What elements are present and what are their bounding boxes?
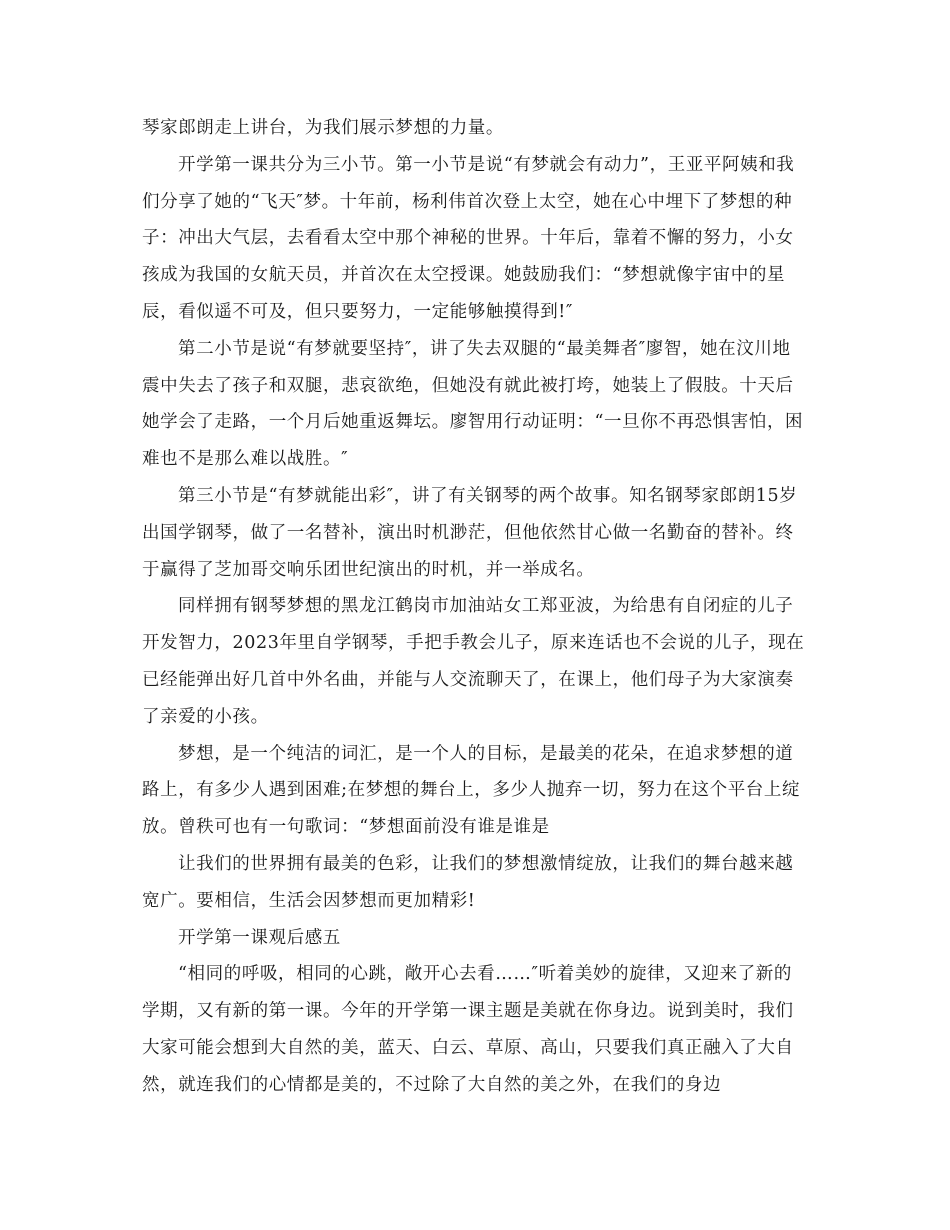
paragraph-dream-conclusion: 让我们的世界拥有最美的色彩，让我们的梦想激情绽放，让我们的舞台越来越宽广。要相信，生活会因梦想而更加精彩! — [142, 853, 794, 911]
document-body — [142, 110, 808, 1104]
paragraph-section-three: 第三小节是“有梦就能出彩″，讲了有关钢琴的两个故事。知名钢琴家郎朗15岁出国学钢琴，做了一名替补，演出时机渺茫，但他依然甘心做一名勤奋的替补。终于赢得了芝加哥交响乐团世纪演出的时机，并一举成名。 — [142, 485, 798, 580]
section-heading: 开学第一课观后感五 — [178, 927, 341, 948]
paragraph-piano-mother: 同样拥有钢琴梦想的黑龙江鹤岗市加油站女工郑亚波，为给患有自闭症的儿子开发智力，2023年里自学钢琴，手把手教会儿子，原来连话也不会说的儿子，现在已经能弹出好几首中外名曲，并能与人交流聊天了，在课上，他们母子为大家演奏了亲爱的小孩。 — [142, 596, 805, 727]
paragraph-section-two: 第二小节是说“有梦就要坚持″，讲了失去双腿的“最美舞者″廖智，她在汶川地震中失去了孩子和双腿，悲哀欲绝，但她没有就此被打垮，她装上了假肢。十天后她学会了走路，一个月后她重返舞坛。廖智用行动证明：“一旦你不再恐惧害怕，困难也不是那么难以战胜。″ — [142, 338, 804, 470]
paragraph-intro-continuation: 琴家郎朗走上讲台，为我们展示梦想的力量。 — [142, 118, 504, 138]
paragraph-dream-reflection: 梦想，是一个纯洁的词汇，是一个人的目标，是最美的花朵，在追求梦想的道路上，有多少人遇到困难;在梦想的舞台上，多少人抛弃一切，努力在这个平台上绽放。曾秩可也有一句歌词：“梦想面前没有谁是谁是 — [142, 743, 801, 838]
paragraph-beauty-intro: “相同的呼吸，相同的心跳，敞开心去看……″听着美妙的旋律，又迎来了新的学期，又有新的第一课。今年的开学第一课主题是美就在你身边。说到美时，我们大家可能会想到大自然的美，蓝天、白云、草原、高山，只要我们真正融入了大自然，就连我们的心情都是美的，不过除了大自然的美之外，在我们的身边 — [142, 964, 794, 1095]
paragraph-course-overview: 开学第一课共分为三小节。第一小节是说“有梦就会有动力”，王亚平阿姨和我们分享了她的“飞天″梦。十年前，杨利伟首次登上太空，她在心中埋下了梦想的种子：冲出大气层，去看看太空中那个神秘的世界。十年后，靠着不懈的努力，小女孩成为我国的女航天员，并首次在太空授课。她鼓励我们：“梦想就像宇宙中的星辰，看似遥不可及，但只要努力，一定能够触摸得到!″ — [142, 154, 795, 322]
